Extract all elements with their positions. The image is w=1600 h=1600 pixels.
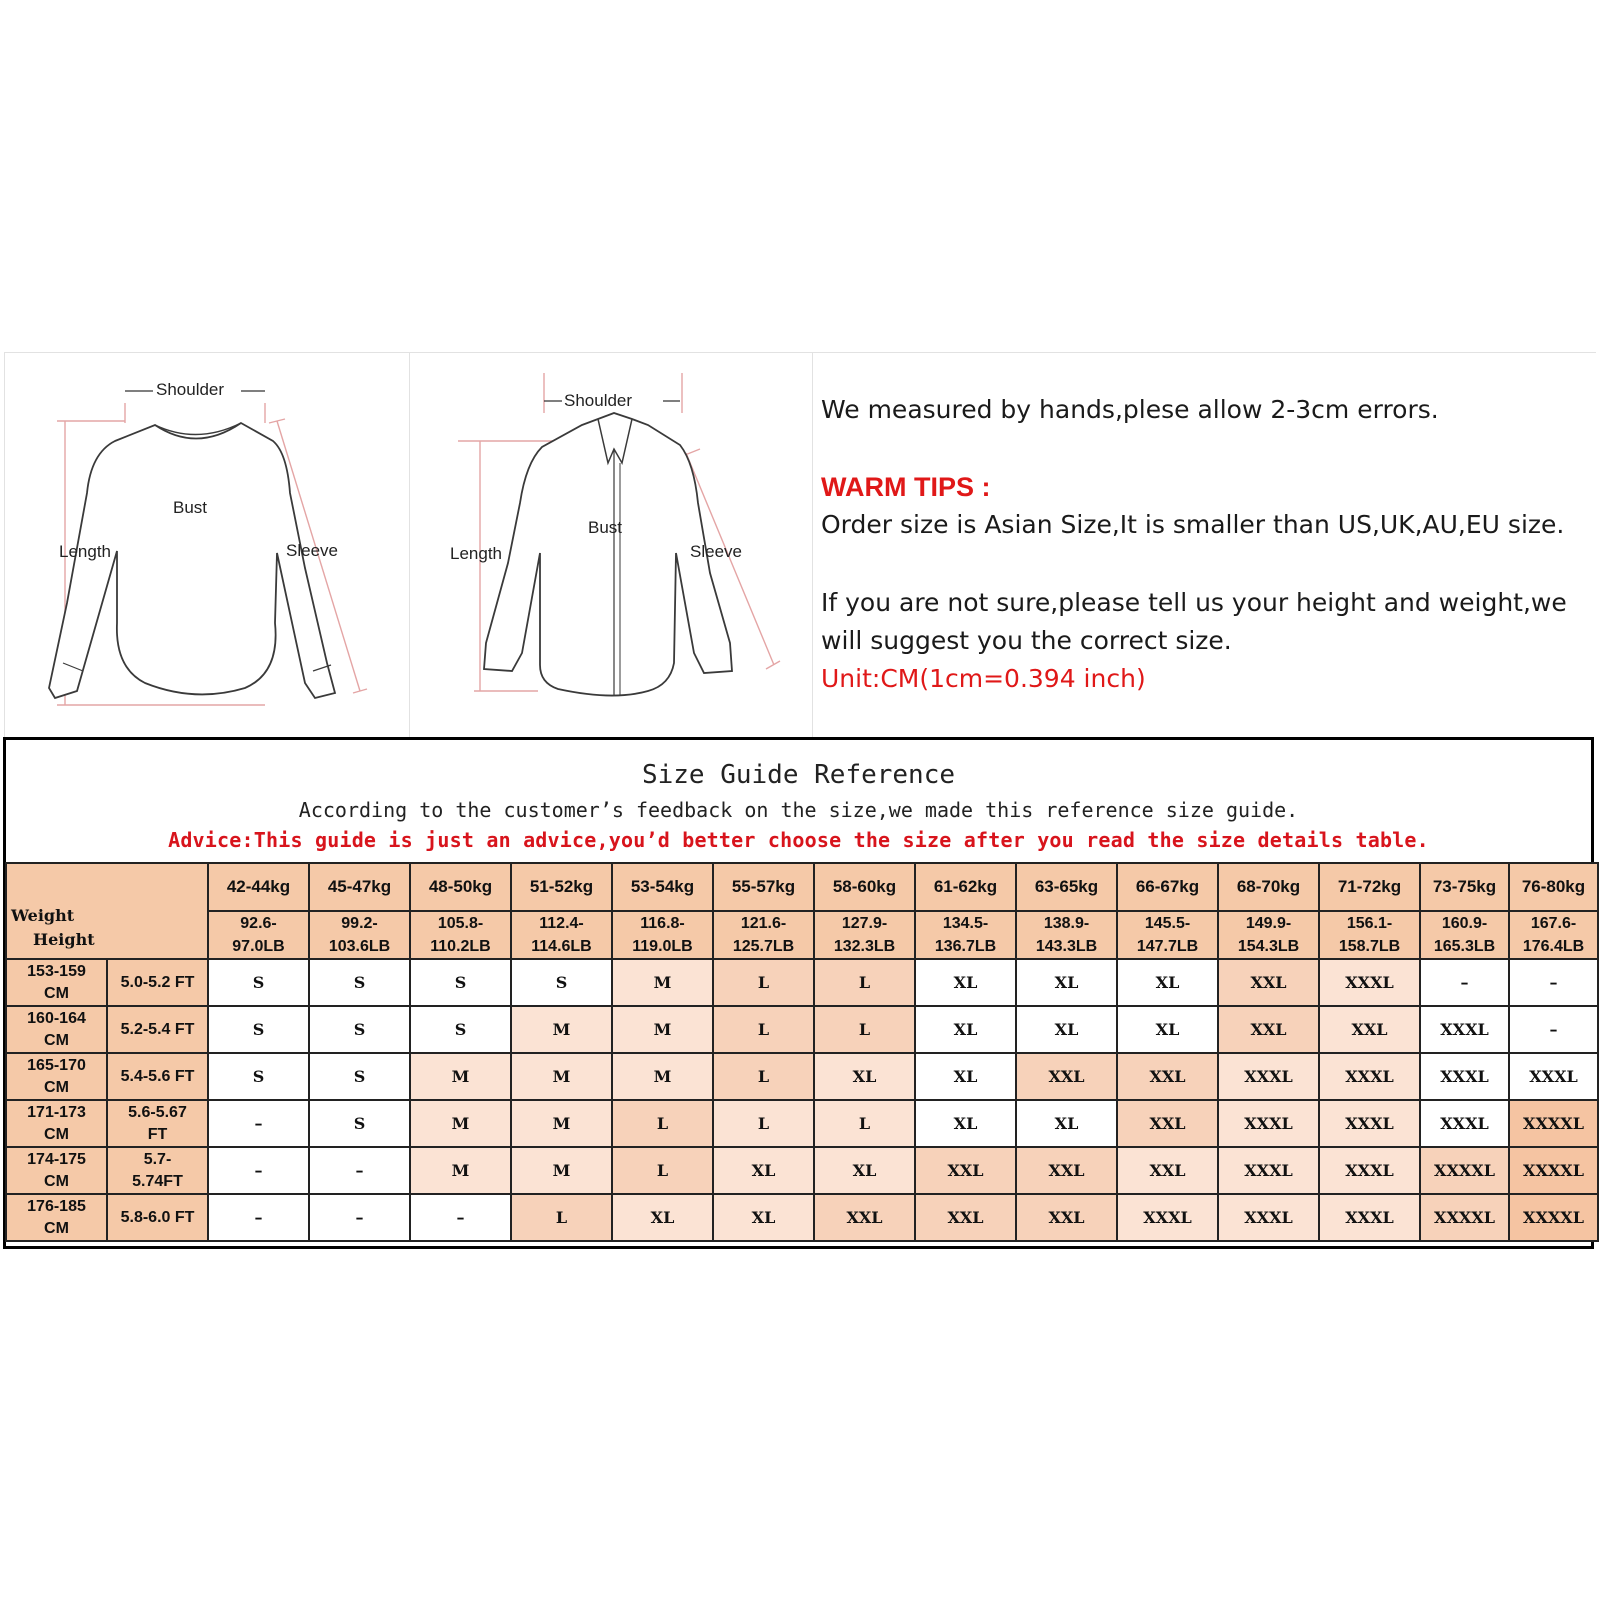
size-cell: L [814,1100,915,1147]
height-row [6,1006,1598,1053]
size-cell: L [814,959,915,1006]
warm-tips-heading: WARM TIPS : [821,472,991,502]
size-cell: – [208,1147,309,1194]
weight-kg-cell: 48-50kg [410,863,511,911]
weight-kg-cell: 42-44kg [208,863,309,911]
size-cell: XL [1117,959,1218,1006]
weight-lb-line: 121.6- [740,915,787,932]
size-cell: XXXL [1319,1194,1420,1241]
size-cell: – [1509,1006,1598,1053]
size-cell: XXXL [1420,1053,1509,1100]
height-cm-line: 171-173 [27,1103,86,1121]
weight-lb-line: 154.3LB [1237,938,1300,955]
size-cell: XL [915,959,1016,1006]
unsure-note-line1: If you are not sure,please tell us your height and weight,we [821,588,1567,617]
weight-kg-cell: 71-72kg [1319,863,1420,911]
weight-kg-cell: 68-70kg [1218,863,1319,911]
size-cell: – [1420,959,1509,1006]
size-cell: – [1509,959,1598,1006]
unsure-note-line2: will suggest you the correct size. [821,626,1232,655]
weight-lb-line: 99.2- [341,915,378,932]
weight-kg-cell: 73-75kg [1420,863,1509,911]
height-cm-line: 174-175 [27,1150,86,1168]
shirt-illustration [408,353,812,737]
weight-lb-cell [208,911,309,959]
height-ft-line: 5.8-6.0 FT [120,1208,195,1226]
weight-lb-line: 167.6- [1530,915,1577,932]
size-cell: – [208,1100,309,1147]
guide-advice: Advice:This guide is just an advice,you’d better choose the size after you read the size details table. [168,828,1429,852]
size-cell: XXXXL [1509,1147,1598,1194]
height-ft-line: FT [147,1125,168,1143]
size-cell: S [309,1006,410,1053]
size-cell: M [410,1100,511,1147]
height-ft-line: 5.0-5.2 FT [120,973,195,991]
height-ft-cell [107,1147,208,1194]
size-cell: XL [1016,959,1117,1006]
tshirt-shoulder-label: Shoulder [156,380,225,399]
size-cell: XL [1117,1006,1218,1053]
weight-lb-line: 132.3LB [833,938,896,955]
height-cm-cell [6,959,107,1006]
height-row [6,1147,1598,1194]
size-cell: XXL [1319,1006,1420,1053]
weight-lb-line: 105.8- [437,915,484,932]
size-cell: M [410,1147,511,1194]
weight-lb-cell [410,911,511,959]
height-cm-line: 153-159 [27,962,86,980]
size-cell: L [612,1100,713,1147]
size-cell: – [410,1194,511,1241]
height-cm-line: 160-164 [27,1009,86,1027]
weight-kg-cell: 55-57kg [713,863,814,911]
weight-lb-line: 138.9- [1043,915,1090,932]
table-corner-cell [6,863,208,959]
size-cell: M [511,1006,612,1053]
size-cell: L [814,1006,915,1053]
size-cell: L [713,1053,814,1100]
size-cell: XL [1016,1006,1117,1053]
size-cell: S [309,1053,410,1100]
weight-kg-row [6,863,1598,911]
size-cell: S [208,1006,309,1053]
height-ft-line: 5.74FT [132,1172,183,1190]
weight-lb-line: 92.6- [240,915,277,932]
size-cell: XXXL [1509,1053,1598,1100]
weight-kg-cell: 51-52kg [511,863,612,911]
height-cm-line: 165-170 [27,1056,86,1074]
weight-lb-line: 112.4- [539,915,584,932]
asian-size-note: Order size is Asian Size,It is smaller than US,UK,AU,EU size. [821,510,1565,539]
size-cell: XL [915,1053,1016,1100]
weight-lb-line: 125.7LB [732,938,795,955]
height-ft-cell [107,1006,208,1053]
weight-lb-cell [814,911,915,959]
size-cell: XL [915,1006,1016,1053]
height-cm-line: CM [44,984,69,1002]
weight-kg-cell: 61-62kg [915,863,1016,911]
size-cell: L [612,1147,713,1194]
weight-lb-cell [612,911,713,959]
size-cell: M [410,1053,511,1100]
size-cell: XXL [1016,1053,1117,1100]
weight-kg-cell: 45-47kg [309,863,410,911]
size-cell: XXXL [1420,1006,1509,1053]
size-cell: – [208,1194,309,1241]
size-cell: XXXXL [1509,1194,1598,1241]
unit-note: Unit:CM(1cm=0.394 inch) [821,664,1146,693]
size-cell: L [713,959,814,1006]
weight-lb-cell [309,911,410,959]
height-ft-line: 5.4-5.6 FT [120,1067,195,1085]
weight-lb-line: 97.0LB [232,938,285,955]
size-cell: XXXL [1319,1100,1420,1147]
height-cm-line: CM [44,1078,69,1096]
weight-lb-line: 176.4LB [1522,938,1585,955]
size-cell: M [511,1100,612,1147]
size-cell: – [309,1147,410,1194]
size-cell: XXXL [1218,1194,1319,1241]
shirt-bust-label: Bust [588,518,623,537]
guide-subtitle: According to the customer’s feedback on the size,we made this reference size guide. [298,798,1299,822]
weight-lb-line: 127.9- [841,915,888,932]
shirt-sleeve-label: Sleeve [690,542,742,561]
height-cm-cell [6,1053,107,1100]
size-cell: M [612,959,713,1006]
weight-lb-cell [713,911,814,959]
weight-lb-row [6,911,1598,959]
tshirt-bust-label: Bust [173,498,208,517]
size-cell: XL [713,1194,814,1241]
size-cell: XXXXL [1420,1147,1509,1194]
size-cell: XXL [915,1147,1016,1194]
weight-lb-cell [1319,911,1420,959]
tshirt-diagram [4,353,410,737]
weight-lb-line: 136.7LB [934,938,997,955]
guide-title: Size Guide Reference [641,760,956,790]
weight-lb-line: 145.5- [1144,915,1191,932]
size-cell: S [410,1006,511,1053]
tshirt-length-label: Length [59,542,111,561]
weight-lb-line: 158.7LB [1338,938,1401,955]
weight-lb-cell [511,911,612,959]
weight-kg-cell: 63-65kg [1016,863,1117,911]
size-cell: XL [612,1194,713,1241]
size-notes [821,353,1596,737]
height-cm-line: CM [44,1172,69,1190]
size-cell: – [309,1194,410,1241]
weight-lb-cell [1117,911,1218,959]
size-cell: XXL [1218,1006,1319,1053]
height-ft-cell [107,1100,208,1147]
height-ft-cell [107,959,208,1006]
weight-lb-cell [1420,911,1509,959]
weight-lb-cell [915,911,1016,959]
size-cell: M [511,1147,612,1194]
height-cm-line: CM [44,1125,69,1143]
size-cell: M [612,1006,713,1053]
measurement-panel [4,352,1596,737]
weight-lb-line: 143.3LB [1035,938,1098,955]
size-cell: L [713,1006,814,1053]
weight-kg-cell: 76-80kg [1509,863,1598,911]
height-ft-cell [107,1194,208,1241]
size-cell: XXXL [1218,1100,1319,1147]
size-cell: XL [814,1053,915,1100]
size-cell: XL [713,1147,814,1194]
size-cell: L [511,1194,612,1241]
size-cell: XXL [915,1194,1016,1241]
height-row [6,1100,1598,1147]
size-cell: XXL [1016,1147,1117,1194]
height-cm-line: CM [44,1219,69,1237]
size-cell: XXL [1117,1147,1218,1194]
weight-lb-cell [1218,911,1319,959]
size-cell: XXL [814,1194,915,1241]
size-cell: S [511,959,612,1006]
size-table [5,862,1599,1242]
size-cell: XXXL [1319,1053,1420,1100]
height-row [6,1194,1598,1241]
size-cell: S [309,1100,410,1147]
height-ft-line: 5.7- [143,1150,172,1168]
size-cell: M [612,1053,713,1100]
weight-lb-line: 119.0LB [632,938,693,955]
height-ft-line: 5.2-5.4 FT [120,1020,195,1038]
size-cell: L [713,1100,814,1147]
size-cell: S [208,1053,309,1100]
height-row [6,1053,1598,1100]
size-cell: S [309,959,410,1006]
weight-lb-line: 147.7LB [1136,938,1199,955]
weight-lb-cell [1509,911,1598,959]
weight-kg-cell: 53-54kg [612,863,713,911]
size-cell: XXL [1016,1194,1117,1241]
height-cm-cell [6,1194,107,1241]
weight-kg-cell: 58-60kg [814,863,915,911]
tshirt-sleeve-label: Sleeve [286,541,338,560]
measure-note: We measured by hands,plese allow 2-3cm errors. [821,395,1439,424]
size-guide [3,737,1594,1249]
size-cell: XXXL [1420,1100,1509,1147]
size-cell: XXL [1117,1053,1218,1100]
height-row [6,959,1598,1006]
weight-lb-line: 116.8- [640,915,685,932]
height-cm-cell [6,1100,107,1147]
size-cell: M [511,1053,612,1100]
weight-lb-line: 134.5- [942,915,989,932]
shirt-shoulder-label: Shoulder [564,391,633,410]
weight-lb-line: 103.6LB [328,938,391,955]
size-cell: XXXL [1319,959,1420,1006]
size-cell: XL [1016,1100,1117,1147]
size-cell: S [208,959,309,1006]
height-ft-line: 5.6-5.67 [128,1103,187,1121]
corner-height-label: Height [33,930,95,949]
tshirt-illustration [5,353,409,737]
size-cell: XXL [1117,1100,1218,1147]
weight-lb-line: 165.3LB [1433,938,1496,955]
height-cm-line: CM [44,1031,69,1049]
corner-weight-label: Weight [11,906,75,925]
height-ft-cell [107,1053,208,1100]
size-cell: XXXL [1218,1147,1319,1194]
size-cell: S [410,959,511,1006]
weight-lb-cell [1016,911,1117,959]
weight-lb-line: 160.9- [1441,915,1488,932]
height-cm-cell [6,1147,107,1194]
size-cell: XXXL [1218,1053,1319,1100]
size-cell: XXXXL [1420,1194,1509,1241]
weight-lb-line: 110.2LB [430,938,491,955]
height-cm-line: 176-185 [27,1197,86,1215]
size-cell: XL [814,1147,915,1194]
weight-lb-line: 114.6LB [531,938,592,955]
shirt-length-label: Length [450,544,502,563]
weight-lb-line: 156.1- [1346,915,1393,932]
shirt-diagram [408,353,813,737]
size-cell: XXXL [1117,1194,1218,1241]
size-cell: XXXXL [1509,1100,1598,1147]
size-cell: XL [915,1100,1016,1147]
height-cm-cell [6,1006,107,1053]
weight-lb-line: 149.9- [1245,915,1292,932]
size-cell: XXL [1218,959,1319,1006]
size-cell: XXXL [1319,1147,1420,1194]
weight-kg-cell: 66-67kg [1117,863,1218,911]
